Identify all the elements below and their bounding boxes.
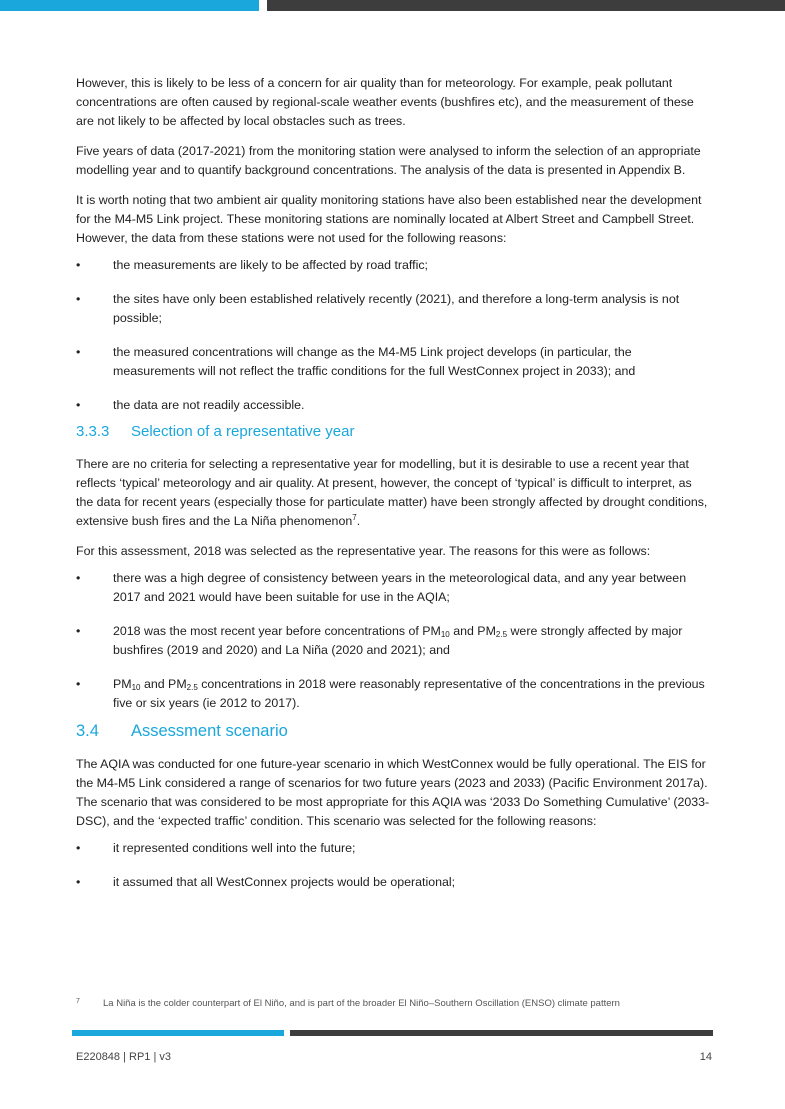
header-accent-bar [0,0,259,11]
bullet-icon: • [76,841,81,855]
list-item: • it represented conditions well into the future; [76,839,710,858]
paragraph: For this assessment, 2018 was selected as the representative year. The reasons for this were as follows: [76,544,651,558]
section-heading-3-3-3: 3.3.3 Selection of a representative year [76,423,355,440]
list-item: • it assumed that all WestConnex projects would be operational; [76,873,710,892]
bullet-icon: • [76,677,81,691]
list-item: • there was a high degree of consistency between years in the meteorological data, and any year between 2017 and 2021 would have been suitable for use in the AQIA; [76,571,687,604]
footnote: 7 La Niña is the colder counterpart of El Niño, and is part of the broader El Niño–Southern Oscillation (ENSO) climate pattern [76,998,620,1009]
paragraph: There are no criteria for selecting a representative year for modelling, but it is desirable to use a recent year that reflects ‘typical’ meteorology and air quality. At present, however, the concept of ‘typical’ is difficult to interpret, as the data for recent years (especially those for particulate matter) have been strongly affected by drought conditions, extensive bush fires and the La Niña phenomenon$^7$. [76,457,708,528]
bullet-icon: • [76,258,81,272]
bullet-icon: • [76,292,81,306]
bullet-icon: • [76,571,81,585]
header-dark-bar [267,0,785,11]
footnote-ref: 7 [352,513,357,522]
bullet-icon: • [76,398,81,412]
paragraph: Five years of data (2017-2021) from the monitoring station were analysed to inform the selection of an appropriate modelling year and to quantify background concentrations. The analysis of the data is presented in Appendix B. [76,144,701,177]
list-item: • the data are not readily accessible. [76,396,710,415]
bullet-icon: • [76,624,81,638]
list-item: • the sites have only been established relatively recently (2021), and therefore a long-term analysis is not possible; [76,292,680,325]
list-item: • $PM_{10}$ and $PM_{2.5}$ concentrations in 2018 were reasonably representative of the concentrations in the previous five or six years (ie 2012 to 2017). [76,677,705,710]
list-item: • the measurements are likely to be affected by road traffic; [76,256,710,275]
bullet-icon: • [76,875,81,889]
reasons-list [76,569,710,713]
list-item: • the measured concentrations will change as the M4-M5 Link project develops (in particular, the measurements will not reflect the traffic conditions for the full WestConnex project in 2033); and [76,345,636,378]
page-body [76,74,710,898]
paragraph: However, this is likely to be less of a concern for air quality than for meteorology. For example, peak pollutant concentrations are often caused by regional-scale weather events (bushfires etc), and the measurement of these are not likely to be affected by local obstacles such as trees. [76,76,694,128]
reasons-list [76,256,710,415]
document-reference: E220848 | RP1 | v3 [76,1051,171,1063]
list-item: • 2018 was the most recent year before concentrations of $PM_{10}$ and $PM_{2.5}$ were strongly affected by major bushfires (2019 and 2020) and La Niña (2020 and 2021); and [76,624,683,657]
section-heading-3-4: 3.4 Assessment scenario [76,722,288,740]
reasons-list [76,839,710,892]
page-number: 14 [699,1051,712,1063]
paragraph: It is worth noting that two ambient air quality monitoring stations have also been established near the development for the M4-M5 Link project. These monitoring stations are nominally located at Albert Street and Campbell Street. However, the data from these stations were not used for the following reasons: [76,193,702,245]
footer-accent-bar [72,1030,284,1036]
bullet-icon: • [76,345,81,359]
paragraph: The AQIA was conducted for one future-year scenario in which WestConnex would be fully operational. The EIS for the M4-M5 Link considered a range of scenarios for two future years (2023 and 2033) (Pacific Environment 2017a). The scenario that was considered to be most appropriate for this AQIA was ‘2033 Do Something Cumulative’ (2033-DSC), and the ‘expected traffic’ condition. This scenario was selected for the following reasons: [76,757,710,828]
footer-dark-bar [290,1030,713,1036]
